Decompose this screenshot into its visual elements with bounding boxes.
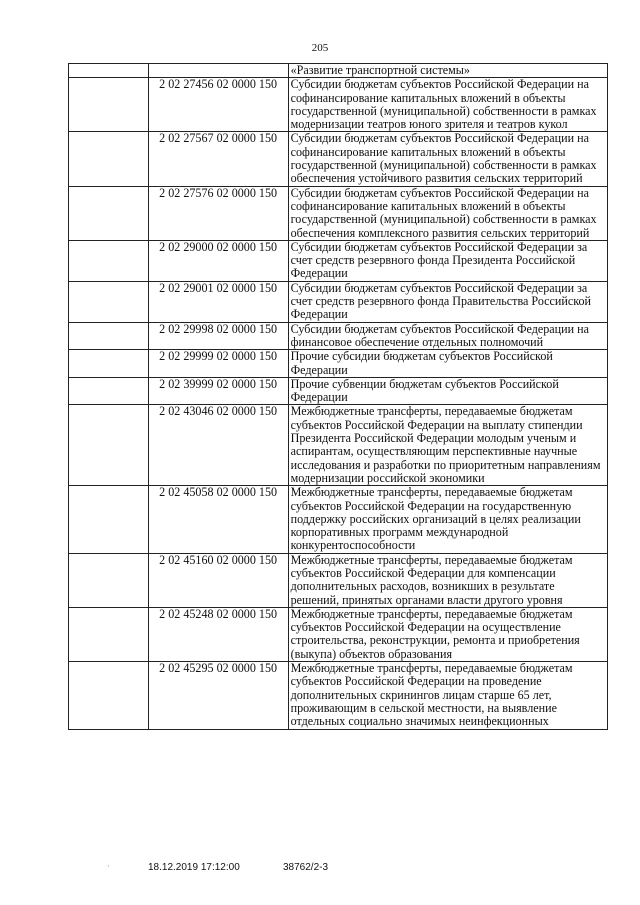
page-number: 205 <box>311 42 329 54</box>
budget-code: 2 02 27567 02 0000 150 <box>148 132 288 186</box>
table-row <box>69 132 608 186</box>
table-cell-description: Субсидии бюджетам субъектов Российской Федерации за счет средств резервного фонда Президента Российской Федерации <box>288 240 607 281</box>
table-row <box>69 78 608 132</box>
budget-code: 2 02 39999 02 0000 150 <box>148 377 288 405</box>
footer-mark: · <box>107 862 110 871</box>
budget-code: 2 02 43046 02 0000 150 <box>148 405 288 486</box>
table-cell-empty <box>69 322 149 350</box>
footer-document-id: 38762/2-3 <box>283 862 329 873</box>
table-cell-description: Субсидии бюджетам субъектов Российской Федерации на софинансирование капитальных вложений в объекты государственной (муниципальной) собственности в рамках модернизации театров юного зрителя и театров кукол <box>288 78 607 132</box>
table-cell-description: Субсидии бюджетам субъектов Российской Федерации на финансовое обеспечение отдельных полномочий <box>288 322 607 350</box>
table-cell-empty <box>69 486 149 553</box>
table-cell-empty <box>69 405 149 486</box>
table-cell-empty <box>69 553 149 607</box>
table-row <box>69 64 608 78</box>
table-row <box>69 662 608 729</box>
table-cell-description: Прочие субсидии бюджетам субъектов Российской Федерации <box>288 350 607 378</box>
table-cell-description: Субсидии бюджетам субъектов Российской Федерации на софинансирование капитальных вложений в объекты государственной (муниципальной) собственности в рамках обеспечения устойчивого развития сельских территорий <box>288 132 607 186</box>
table-cell-empty <box>69 186 149 240</box>
table-row <box>69 350 608 378</box>
table-cell-description: Межбюджетные трансферты, передаваемые бюджетам субъектов Российской Федерации для компенсации дополнительных расходов, возникших в результате решений, принятых органами власти другого уровня <box>288 553 607 607</box>
table-cell-description: Субсидии бюджетам субъектов Российской Федерации за счет средств резервного фонда Правительства Российской Федерации <box>288 281 607 322</box>
table-cell-empty <box>69 240 149 281</box>
table-cell-description: Субсидии бюджетам субъектов Российской Федерации на софинансирование капитальных вложений в объекты государственной (муниципальной) собственности в рамках обеспечения комплексного развития сельских территорий <box>288 186 607 240</box>
table-cell-description: Прочие субвенции бюджетам субъектов Российской Федерации <box>288 377 607 405</box>
budget-code: 2 02 27576 02 0000 150 <box>148 186 288 240</box>
budget-code: 2 02 45058 02 0000 150 <box>148 486 288 553</box>
table-cell-empty <box>69 78 149 132</box>
table-cell-empty <box>69 607 149 661</box>
table-row <box>69 322 608 350</box>
table-cell-empty <box>69 350 149 378</box>
table-cell-description: Межбюджетные трансферты, передаваемые бюджетам субъектов Российской Федерации на государственную поддержку российских организаций в целях реализации корпоративных программ международной конкурентоспособности <box>288 486 607 553</box>
budget-table <box>68 63 608 730</box>
table-cell-empty <box>69 662 149 729</box>
table-row <box>69 377 608 405</box>
table-row <box>69 553 608 607</box>
table-cell-description: Межбюджетные трансферты, передаваемые бюджетам субъектов Российской Федерации на проведение дополнительных скринингов лицам старше 65 лет, проживающим в сельской местности, на выявление отдельных социально значимых неинфекционных <box>288 662 607 729</box>
table-cell-description: Межбюджетные трансферты, передаваемые бюджетам субъектов Российской Федерации на выплату стипендии Президента Российской Федерации молодым ученым и аспирантам, осуществляющим перспективные научные исследования и разработки по приоритетным направлениям модернизации российской экономики <box>288 405 607 486</box>
budget-code: 2 02 27456 02 0000 150 <box>148 78 288 132</box>
table-row <box>69 281 608 322</box>
budget-code: 2 02 29000 02 0000 150 <box>148 240 288 281</box>
budget-code: 2 02 29998 02 0000 150 <box>148 322 288 350</box>
table-row <box>69 240 608 281</box>
table-cell-empty <box>69 377 149 405</box>
table-cell-empty <box>69 132 149 186</box>
table-row <box>69 405 608 486</box>
table-row <box>69 186 608 240</box>
table-cell-description: «Развитие транспортной системы» <box>288 64 607 78</box>
budget-code: 2 02 45295 02 0000 150 <box>148 662 288 729</box>
table-cell-empty <box>148 64 288 78</box>
budget-code: 2 02 45248 02 0000 150 <box>148 607 288 661</box>
footer-datetime: 18.12.2019 17:12:00 <box>148 862 240 873</box>
table-cell-empty <box>69 64 149 78</box>
table-row <box>69 486 608 553</box>
table-row <box>69 607 608 661</box>
budget-code: 2 02 29999 02 0000 150 <box>148 350 288 378</box>
budget-code: 2 02 29001 02 0000 150 <box>148 281 288 322</box>
budget-code: 2 02 45160 02 0000 150 <box>148 553 288 607</box>
table-cell-empty <box>69 281 149 322</box>
table-cell-description: Межбюджетные трансферты, передаваемые бюджетам субъектов Российской Федерации на осуществление строительства, реконструкции, ремонта и приобретения (выкупа) объектов образования <box>288 607 607 661</box>
